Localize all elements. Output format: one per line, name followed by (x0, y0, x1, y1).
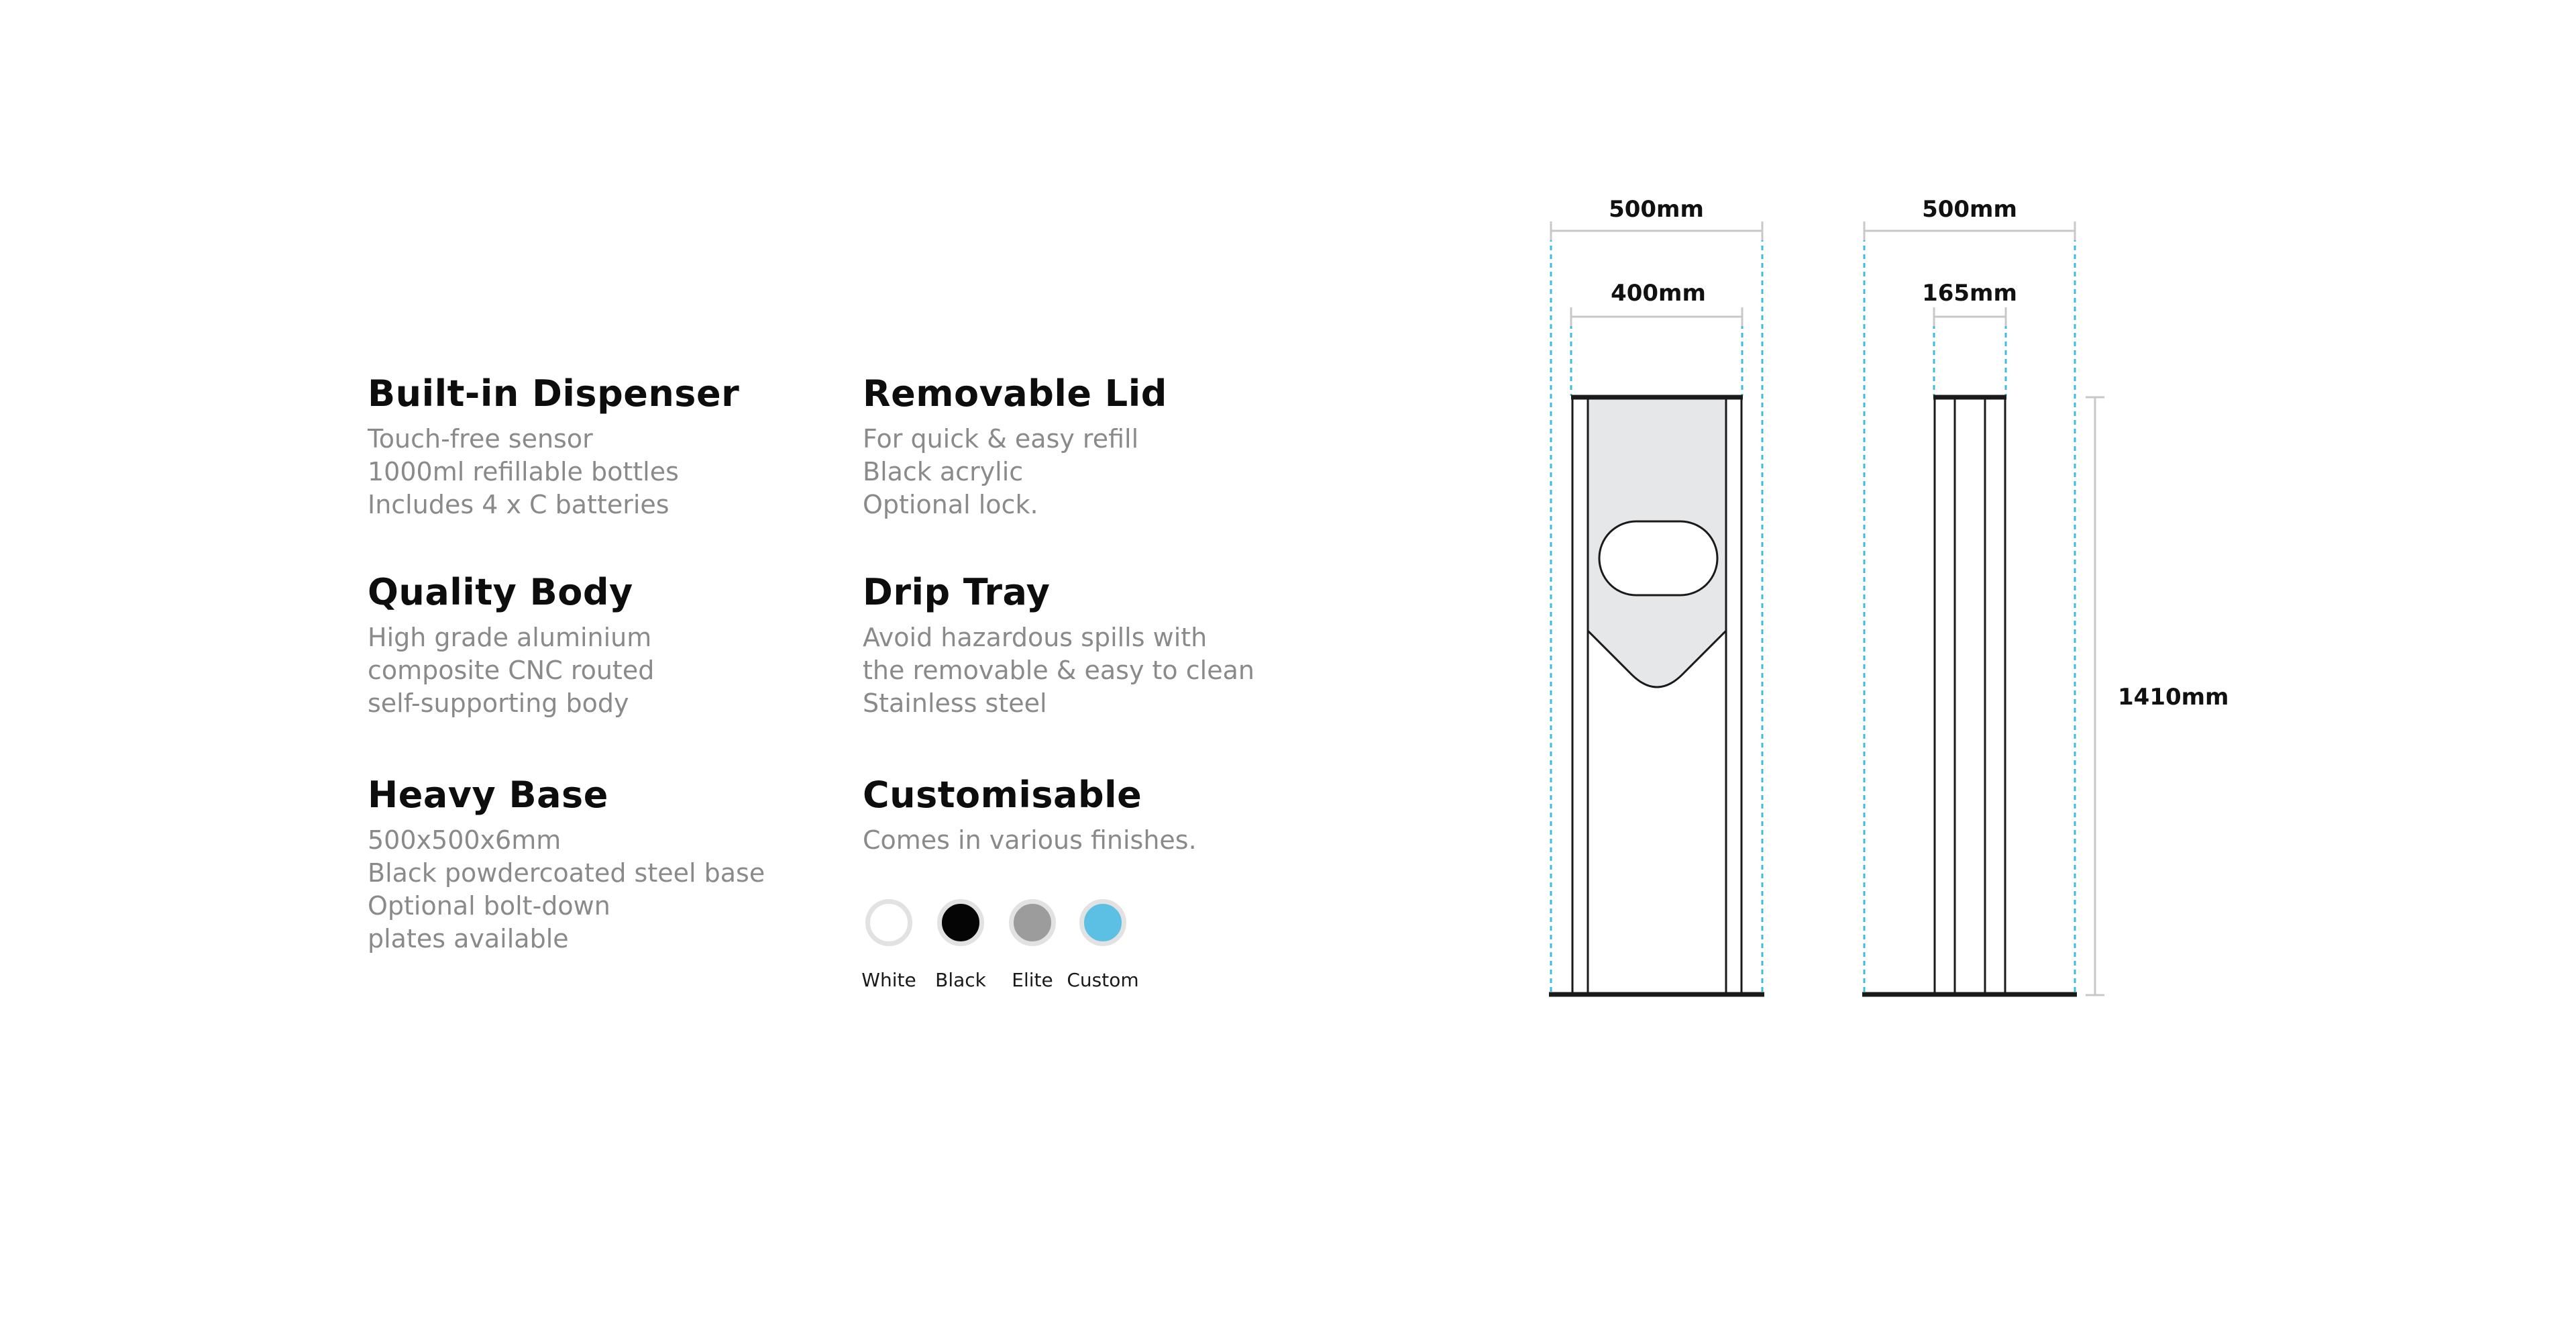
front-sensor-window (1599, 521, 1717, 595)
swatch-label-white: White (861, 969, 916, 991)
feature-title: Customisable (863, 774, 1142, 816)
feature-line: Includes 4 x C batteries (368, 490, 669, 519)
feature-line: the removable & easy to clean (863, 656, 1254, 685)
feature-line: Black acrylic (863, 457, 1024, 486)
swatch-label-custom: Custom (1067, 969, 1139, 991)
feature-title: Drip Tray (863, 571, 1051, 613)
height-label: 1410mm (2118, 684, 2229, 711)
feature-line: 1000ml refillable bottles (368, 457, 679, 486)
feature-line: High grade aluminium (368, 623, 652, 652)
feature-line: Optional bolt-down (368, 891, 610, 921)
feature-line: plates available (368, 924, 569, 953)
side-view (1862, 196, 2229, 995)
feature-title: Heavy Base (368, 774, 608, 816)
feature-title: Removable Lid (863, 372, 1167, 415)
swatch-label-black: Black (935, 969, 986, 991)
feature-line: Stainless steel (863, 688, 1047, 718)
swatch-label-elite: Elite (1012, 969, 1053, 991)
feature-line: 500x500x6mm (368, 825, 561, 855)
feature-line: Touch-free sensor (368, 424, 593, 454)
front-inner-width-label: 400mm (1611, 280, 1706, 307)
feature-line: Avoid hazardous spills with (863, 623, 1208, 652)
feature-title: Built-in Dispenser (368, 372, 740, 415)
front-view (1549, 196, 1764, 995)
feature-title: Quality Body (368, 571, 633, 613)
feature-line: Optional lock. (863, 490, 1038, 519)
feature-line: composite CNC routed (368, 656, 655, 685)
side-inner-width-label: 165mm (1922, 280, 2017, 307)
feature-line: For quick & easy refill (863, 424, 1139, 454)
front-width-label: 500mm (1609, 196, 1704, 223)
feature-line: Black powdercoated steel base (368, 858, 765, 888)
feature-line: Comes in various finishes. (863, 825, 1197, 855)
feature-line: self-supporting body (368, 688, 629, 718)
side-width-label: 500mm (1922, 196, 2017, 223)
side-body-outline (1935, 397, 2005, 994)
